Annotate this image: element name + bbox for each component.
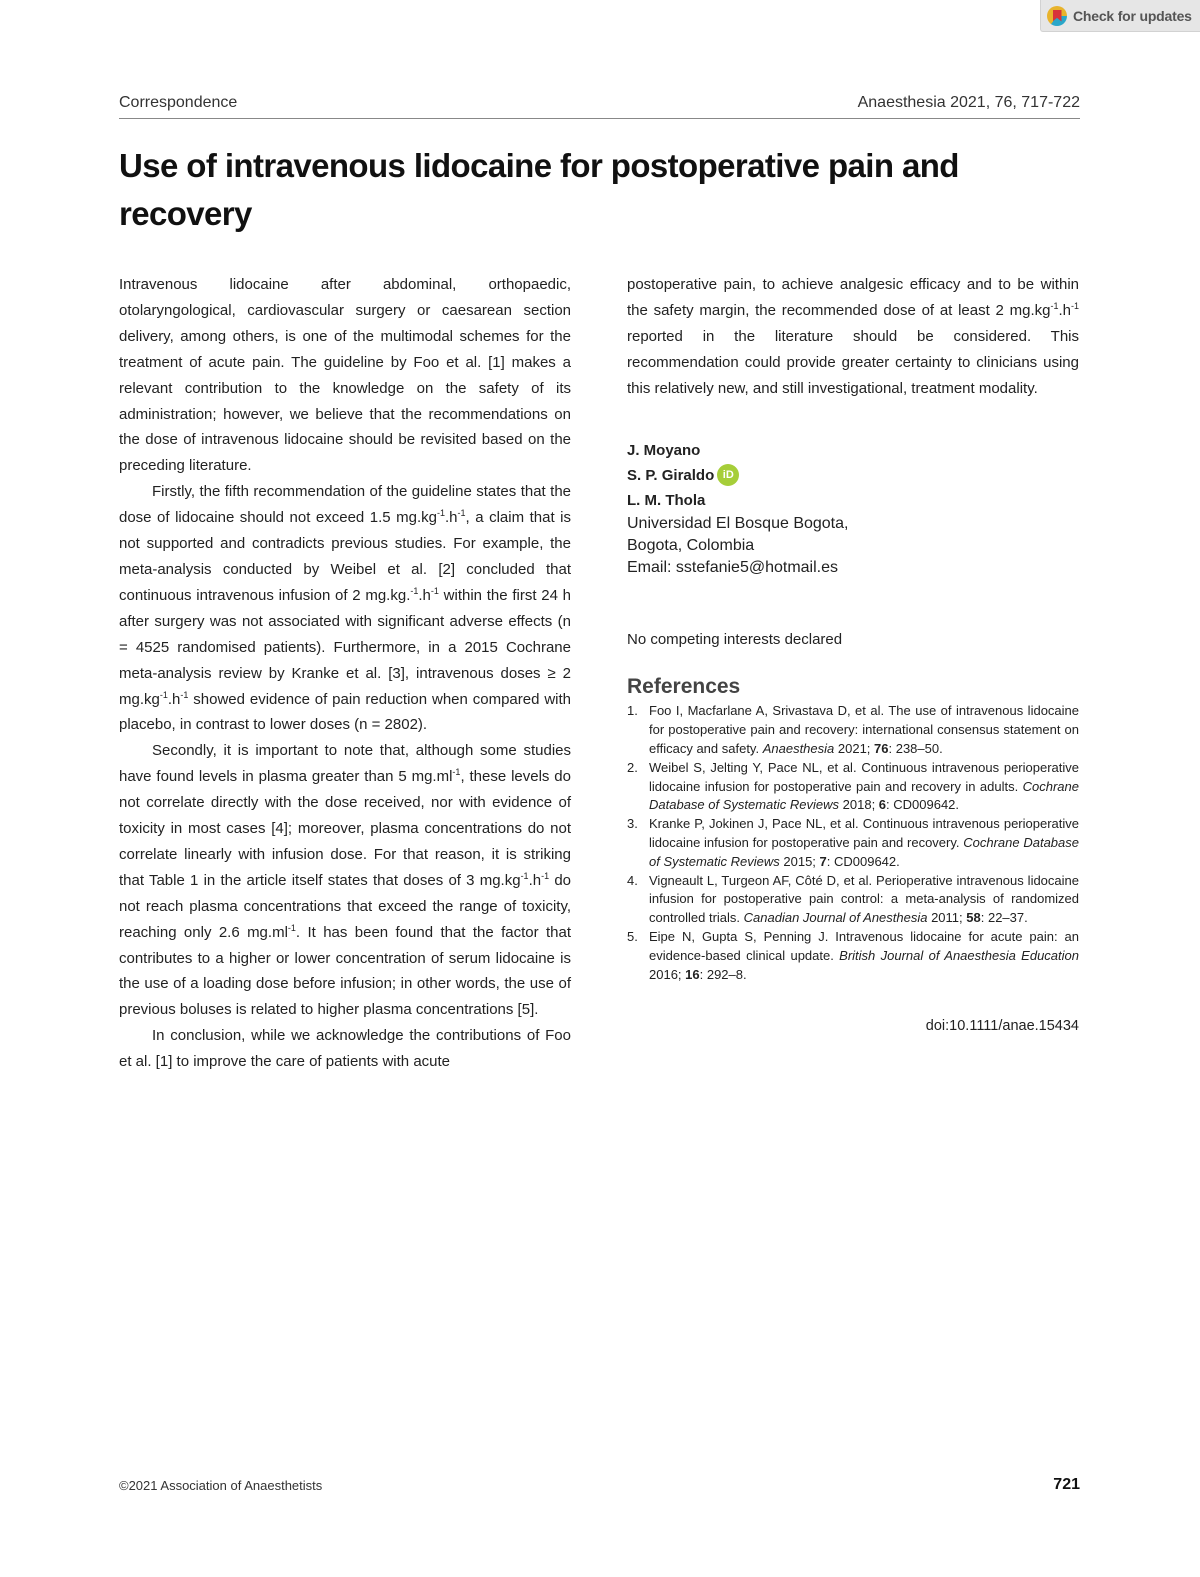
author-name: S. P. Giraldo iD [627,463,1079,488]
section-label: Correspondence [119,94,238,111]
author-name: L. M. Thola [627,491,706,509]
reference-item[interactable]: 3. Kranke P, Jokinen J, Pace NL, et al. Continuous intravenous perioperative lidocaine infusion for postoperative pain and recovery. Cochrane Database of Systematic Reviews 2015; 7: CD009642. [627,816,1079,869]
crossmark-icon [1047,6,1067,26]
left-column [119,272,571,1075]
journal-citation: Anaesthesia 2021, 76, 717-722 [857,94,1080,111]
reference-item[interactable]: 5. Eipe N, Gupta S, Penning J. Intravenous lidocaine for acute pain: an evidence-based clinical update. British Journal of Anaesthesia Education 2016; 16: 292–8. [627,929,1079,982]
references-heading: References [627,675,741,699]
paragraph-intro: Intravenous lidocaine after abdominal, orthopaedic, otolaryngological, cardiovascular surgery or caesarean section delivery, among others, is one of the multimodal schemes for the treatment of acute pain. The guideline by Foo et al. [1] makes a relevant contribution to the knowledge on the safety of its administration; however, we believe that the recommendations on the dose of intravenous lidocaine should be revisited based on the preceding literature. [119,276,571,475]
article-title: Use of intravenous lidocaine for postoperative pain and recovery [119,147,959,232]
paragraph-firstly: Firstly, the fifth recommendation of the guideline states that the dose of lidocaine should not exceed 1.5 $mg.kg^{-1}.h^{-1}$, a claim that is not supported and contradicts previous studies. For example, the meta-analysis conducted by Weibel et al. [2] concluded that continuous intravenous infusion of 2 $mg.kg.^{-1}.h^{-1}$ within the first 24 h after surgery was not associated with significant adverse effects (n = 4525 randomised patients). Furthermore, in a 2015 Cochrane meta-analysis review by Kranke et al. [3], intravenous doses ≥ 2 $mg.kg^{-1}.h^{-1}$ showed evidence of pain reduction when compared with placebo, in contrast to lower doses (n = 2802). [119,483,572,734]
author-email[interactable]: Email: sstefanie5@hotmail.es [627,558,838,576]
reference-list [627,702,1079,984]
reference-item[interactable]: 2. Weibel S, Jelting Y, Pace NL, et al. Continuous intravenous perioperative lidocaine infusion for postoperative pain and recovery in adults. Cochrane Database of Systematic Reviews 2018; 6: CD009642. [627,759,1079,813]
orcid-icon[interactable]: iD [717,464,739,486]
copyright-notice: ©2021 Association of Anaesthetists [119,1477,323,1493]
paragraph-conclusion: In conclusion, while we acknowledge the contributions of Foo et al. [1] to improve the care of patients with acute [119,1027,571,1071]
paragraph-secondly: Secondly, it is important to note that, although some studies have found levels in plasma greater than 5 $mg.ml^{-1}$, these levels do not correlate directly with the dose received, nor with evidence of toxicity in most cases [4]; moreover, plasma concentrations do not correlate linearly with infusion dose. For that reason, it is striking that Table 1 in the article itself states that doses of 3 $mg.kg^{-1}.h^{-1}$ do not reach plasma concentrations that exceed the range of toxicity, reaching only 2.6 $mg.ml^{-1}$. It has been found that the factor that contributes to a higher or lower concentration of serum lidocaine is the use of a loading dose before infusion; in other words, the use of previous boluses is related to higher plasma concentrations [5]. [119,742,571,1019]
check-for-updates-label: Check for updates [1073,7,1192,24]
page-number: 721 [1053,1476,1080,1493]
competing-interests: No competing interests declared [627,630,843,648]
running-head [119,94,1080,119]
reference-item[interactable]: 1. Foo I, Macfarlane A, Srivastava D, et al. The use of intravenous lidocaine for postoperative pain and recovery: international consensus statement on efficacy and safety. Anaesthesia 2021; 76: 238–50. [627,703,1079,757]
affiliation-line: Bogota, Colombia [627,536,755,554]
check-for-updates-button[interactable] [1040,0,1200,32]
affiliation-line: Universidad El Bosque Bogota, [627,514,849,532]
paragraph-conclusion-continued: postoperative pain, to achieve analgesic efficacy and to be within the safety margin, the recommended dose of at least 2 $mg.kg^{-1}.h^{-1}$ reported in the literature should be considered. This recommendation could provide greater certainty to clinicians using this relatively new, and still investigational, treatment modality. [627,276,1079,397]
author-name: J. Moyano [627,441,701,459]
reference-item[interactable]: 4. Vigneault L, Turgeon AF, Côté D, et al. Perioperative intravenous lidocaine infusion for postoperative pain control: a meta-analysis of randomized controlled trials. Canadian Journal of Anesthesia 2011; 58: 22–37. [627,872,1079,926]
page-footer [119,1476,1080,1494]
author-list [627,438,1079,579]
right-column [627,272,1079,1040]
doi-link[interactable]: doi:10.1111/anae.15434 [925,1018,1079,1035]
